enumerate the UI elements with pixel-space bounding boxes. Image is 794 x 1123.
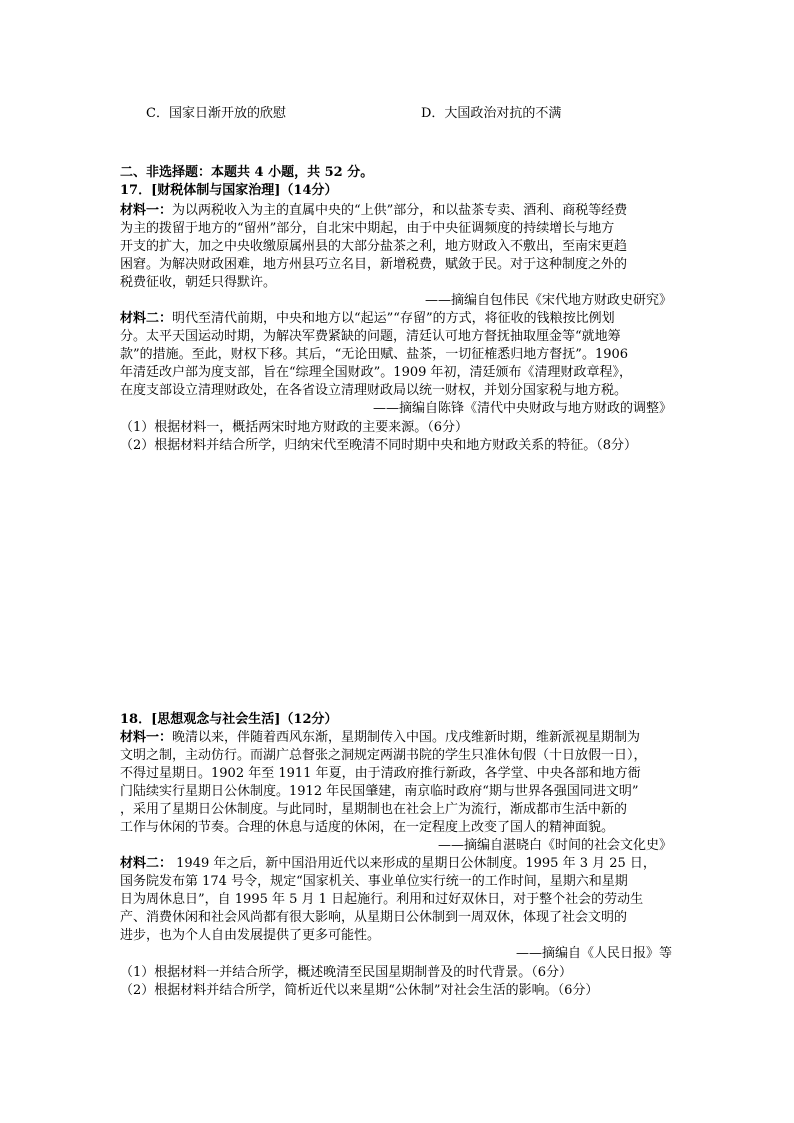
q17-m1-line-1: 材料一：为以两税收入为主的直属中央的“上供”部分，和以盐茶专卖、酒利、商税等经费 xyxy=(120,203,628,218)
q18-m1-label: 材料一： xyxy=(120,730,173,745)
q17-m1-label: 材料一： xyxy=(120,203,173,218)
q18-sub1: （1）根据材料一并结合所学，概述晚清至民国星期制普及的时代背景。（6分） xyxy=(120,965,573,980)
q18-m1-line-5: ，采用了星期日公休制度。与此同时，星期制也在社会上广为流行，渐成都市生活中新的 xyxy=(120,802,628,817)
option-c: C．国家日渐开放的欣慰 xyxy=(146,106,286,121)
q18-m1-line-4: 门陆续实行星期日公休制度。1912 年民国肇建，南京临时政府“期与世界各强国同进文明” xyxy=(120,784,639,799)
q18-m1-line-6: 工作与休闲的节奏。合理的休息与适度的休闲，在一定程度上改变了国人的精神面貌。 xyxy=(120,820,615,835)
q17-sub2: （2）根据材料并结合所学，归纳宋代至晚清不同时期中央和地方财政关系的特征。（8分） xyxy=(120,438,638,453)
q18-m1-line-3: 不得过星期日。1902 年至 1911 年夏，由于清政府推行新政，各学堂、中央各部和地方衙 xyxy=(120,766,641,781)
q17-m2-label: 材料二： xyxy=(120,311,173,326)
q18-m1-source: ——摘编自湛晓白《时间的社会文化史》 xyxy=(437,838,672,853)
q17-m1-line-5: 税费征收，朝廷只得默许。 xyxy=(120,275,277,290)
q17-m1-line-3: 开支的扩大，加之中央收缴原属州县的大部分盐茶之利，地方财政入不敷出，至南宋更趋 xyxy=(120,239,628,254)
q17-sub1: （1）根据材料一，概括两宋时地方财政的主要来源。（6分） xyxy=(120,420,469,435)
option-d: D．大国政治对抗的不满 xyxy=(421,106,562,121)
q18-sub2: （2）根据材料并结合所学，简析近代以来星期“公休制”对社会生活的影响。（6分） xyxy=(120,983,599,998)
q17-m2-source: ——摘编自陈锋《清代中央财政与地方财政的调整》 xyxy=(372,401,672,416)
q18-m2-source: ——摘编自《人民日报》等 xyxy=(515,946,672,961)
q18-m2-label: 材料二： xyxy=(120,856,173,871)
q18-m2-line-2: 国务院发布第 174 号令，规定“国家机关、事业单位实行统一的工作时间，星期六和星期 xyxy=(120,874,628,889)
q18-m2-line-5: 进步，也为个人自由发展提供了更多可能性。 xyxy=(120,928,381,943)
q18-m2-line-1: 材料二： 1949 年之后，新中国沿用近代以来形成的星期日公休制度。1995 年 3 月 25 日， xyxy=(120,856,656,871)
q17-m1-source: ——摘编自包伟民《宋代地方财政史研究》 xyxy=(424,293,672,308)
q18-m2-line-3: 日为周休息日”，自 1995 年 5 月 1 日起施行。利用和过好双休日，对于整个社会的劳动生 xyxy=(120,892,644,907)
q17-m1-line-2: 为主的拨留于地方的“留州”部分，自北宋中期起，由于中央征调频度的持续增长与地方 xyxy=(120,221,615,236)
q17-m2-line-3: 款”的措施。至此，财权下移。其后，“无论田赋、盐茶，一切征榷悉归地方督抚”。1906 xyxy=(120,347,629,362)
q17-m2-line-2: 分。太平天国运动时期，为解决军费紧缺的问题，清廷认可地方督抚抽取厘金等“就地筹 xyxy=(120,329,621,344)
q18-m1-line-2: 文明之制，主动仿行。而湖广总督张之洞规定两湖书院的学生只准休旬假（十日放假一日）， xyxy=(120,748,647,763)
q17-m2-line-1: 材料二：明代至清代前期，中央和地方以“起运”“存留”的方式，将征收的钱粮按比例划 xyxy=(120,311,615,326)
q18-m2-line-4: 产、消费休闲和社会风尚都有很大影响，从星期日公休制到一周双休，体现了社会文明的 xyxy=(120,910,628,925)
q17-title: 17．[财税体制与国家治理]（14分） xyxy=(120,183,338,198)
q18-m1-line-1: 材料一：晚清以来，伴随着西风东渐，星期制传入中国。戊戌维新时期，维新派视星期制为 xyxy=(120,730,641,745)
section-heading: 二、非选择题：本题共 4 小题，共 52 分。 xyxy=(120,165,374,180)
q17-m1-line-4: 困窘。为解决财政困难，地方州县巧立名目，新增税费，赋敛于民。对于这种制度之外的 xyxy=(120,257,628,272)
q18-title: 18．[思想观念与社会生活]（12分） xyxy=(120,712,338,727)
q17-m2-line-4: 年清廷改户部为度支部，旨在“综理全国财政”。1909 年初，清廷颁布《清理财政章程》， xyxy=(120,365,633,380)
q17-m2-line-5: 在度支部设立清理财政处，在各省设立清理财政局以统一财权，并划分国家税与地方税。 xyxy=(120,383,628,398)
